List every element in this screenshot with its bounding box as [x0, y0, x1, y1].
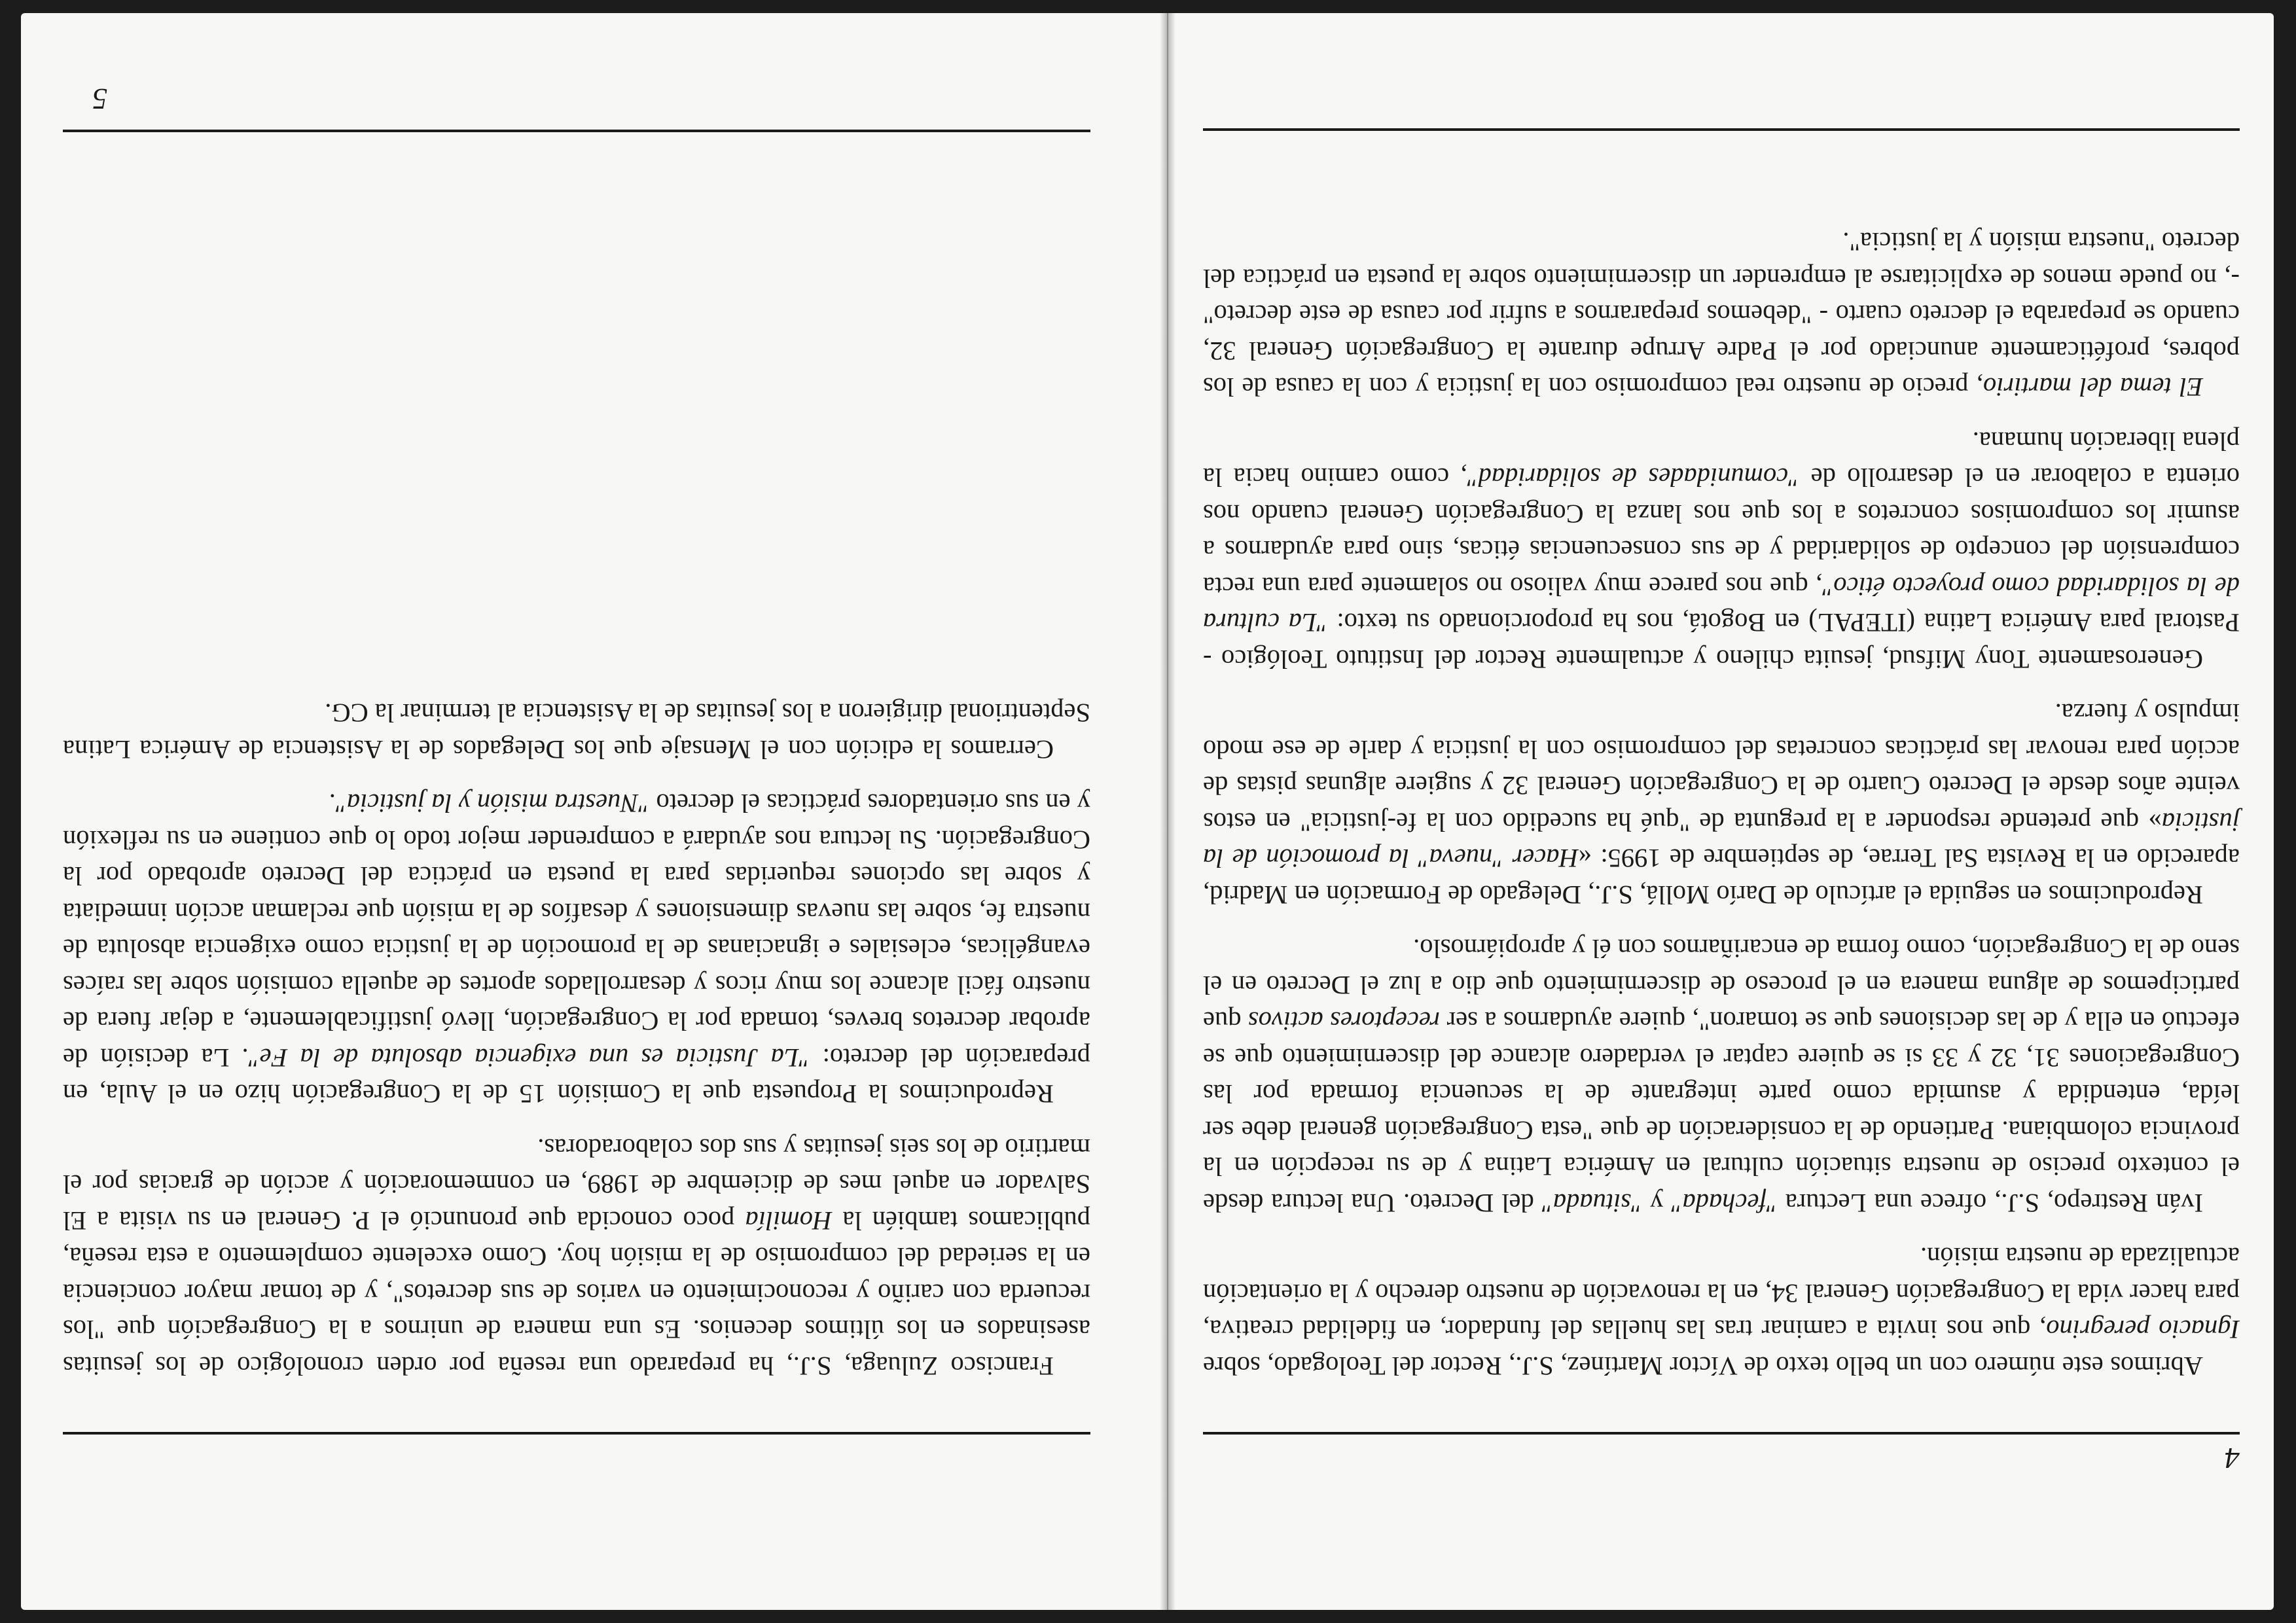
- page-5: [21, 13, 1160, 1610]
- paragraph: Cerramos la edición con el Mensaje que los Delegados de la Asistencia de América Latina Septentrional dirigieron a los jesuitas de la Asistencia al terminar la CG.: [63, 698, 1090, 764]
- paragraph: Abrimos este número con un bello texto de Víctor Martínez, S.J., Rector del Teologado, sobre Ignacio peregrino, que nos invita a caminar tras las huellas del fundador, en fidelidad creativa, para hacer vida la Congregación General 34, en la renovación de nuestro derecho y la orientación actualizada de nuestra misión.: [1203, 1242, 2240, 1381]
- page-number: 5: [92, 82, 107, 116]
- paragraph: Reproducimos en seguida el artículo de Darío Mollá, S.J., Delegado de Formación en Madrid, aparecido en la Revista Sal Terrae, de septiembre de 1995: «Hacer "nueva" la promoción de la justicia» que pretende responder a la pregunta de "qué ha sucedido con la fe-justicia" en estos veinte años desde el Decreto Cuarto de la Congregación General 32 y sugiere algunas pistas de acción para renovar las prácticas concretas del compromiso con la justicia y darle de ese modo impulso y fuerza.: [1202, 698, 2240, 910]
- footer-rule: [63, 130, 1090, 132]
- header-rule: [1203, 1432, 2240, 1435]
- footer-rule: [1203, 128, 2240, 131]
- paragraph: Iván Restrepo, S.J., ofrece una Lectura "fechada" y "situada" del Decreto. Una lectura desde el contexto preciso de nuestra situación cultural en América Latina y de su recepción en la provincia colombiana. Partiendo de la consideración de que "esta Congregación general debe ser leída, entendida y asumida como parte integrante de la secuencia formada por las Congregaciones 31, 32 y 33 si se quiere captar el verdadero alcance del discernimiento que se efectuó en ella y de las decisiones que se tomaron", quiere ayudarnos a ser receptores activos que participemos de alguna manera en el proceso de discernimiento que dio a luz el Decreto en el seno de la Congregación, como forma de encariñarnos con él y apropiárnoslo.: [1202, 934, 2240, 1218]
- page-number: 4: [2225, 1442, 2240, 1475]
- page-4-body: [1203, 224, 2240, 1402]
- page-4: [1175, 13, 2274, 1610]
- paragraph: El tema del martirio, precio de nuestro real compromiso con la justicia y con la causa de los pobres, proféticamente anunciado por el Padre Arrupe durante la Congregación General 32, cuando se preparaba el decreto cuarto - "debemos prepararnos a sufrir por causa de este decreto" -, no puede menos de explicitarse al emprender un discernimiento sobre la puesta en práctica del decreto "nuestra misión y la justicia".: [1203, 227, 2240, 402]
- paragraph: Francisco Zuluaga, S.J., ha preparado una reseña por orden cronológico de los jesuitas asesinados en los últimos decenios. Es una manera de unirnos a la Congregación que "los recuerda con cariño y reconocimiento en varios de sus decretos", y de tomar mayor conciencia en la seriedad del compromiso de la misión hoy. Como excelente complemento a esta reseña, publicamos también la Homilía poco conocida que pronunció el P. General en su visita a El Salvador en aquel mes de diciembre de 1989, en conmemoración y acción de gracias por el martirio de los seis jesuitas y sus dos colaboradoras.: [63, 1133, 1090, 1381]
- header-rule: [63, 1432, 1090, 1435]
- page-5-body: [63, 695, 1090, 1402]
- paragraph: Reproducimos la Propuesta que la Comisión 15 de la Congregación hizo en el Aula, en preparación del decreto: "La Justicia es una exigencia absoluta de la Fe". La decisión de aprobar decretos breves, tomada por la Congregación, llevó justificablemente, a dejar fuera de nuestro fácil alcance los muy ricos y desarrollados aportes de aquella comisión sobre las raíces evangélicas, eclesiales e ignacianas de la promoción de la justicia como exigencia absoluta de nuestra fe, sobre las nuevas dimensiones y desafíos de la misión que reclaman acción inmediata y sobre las opciones requeridas para la puesta en práctica del Decreto aprobado por la Congregación. Su lectura nos ayudará a comprender mejor todo lo que contiene en su reflexión y en sus orientadores prácticas el decreto "Nuestra misión y la justicia".: [63, 789, 1090, 1109]
- paragraph: Generosamente Tony Mifsud, jesuita chileno y actualmente Rector del Instituto Teológico - Pastoral para América Latina (ITEPAL) en Bogotá, nos ha proporcionado su texto: "La cultura de la solidaridad como proyecto ético", que nos parece muy valioso no solamente para una recta comprensión del concepto de solidaridad y de sus consecuencias éticas, sino para ayudarnos a asumir los compromisos concretos a los que nos lanza la Congregación General cuando nos orienta a colaborar en el desarrollo de "comunidades de solidaridad", como camino hacia la plena liberación humana.: [1202, 427, 2240, 674]
- book-gutter: [1160, 13, 1175, 1610]
